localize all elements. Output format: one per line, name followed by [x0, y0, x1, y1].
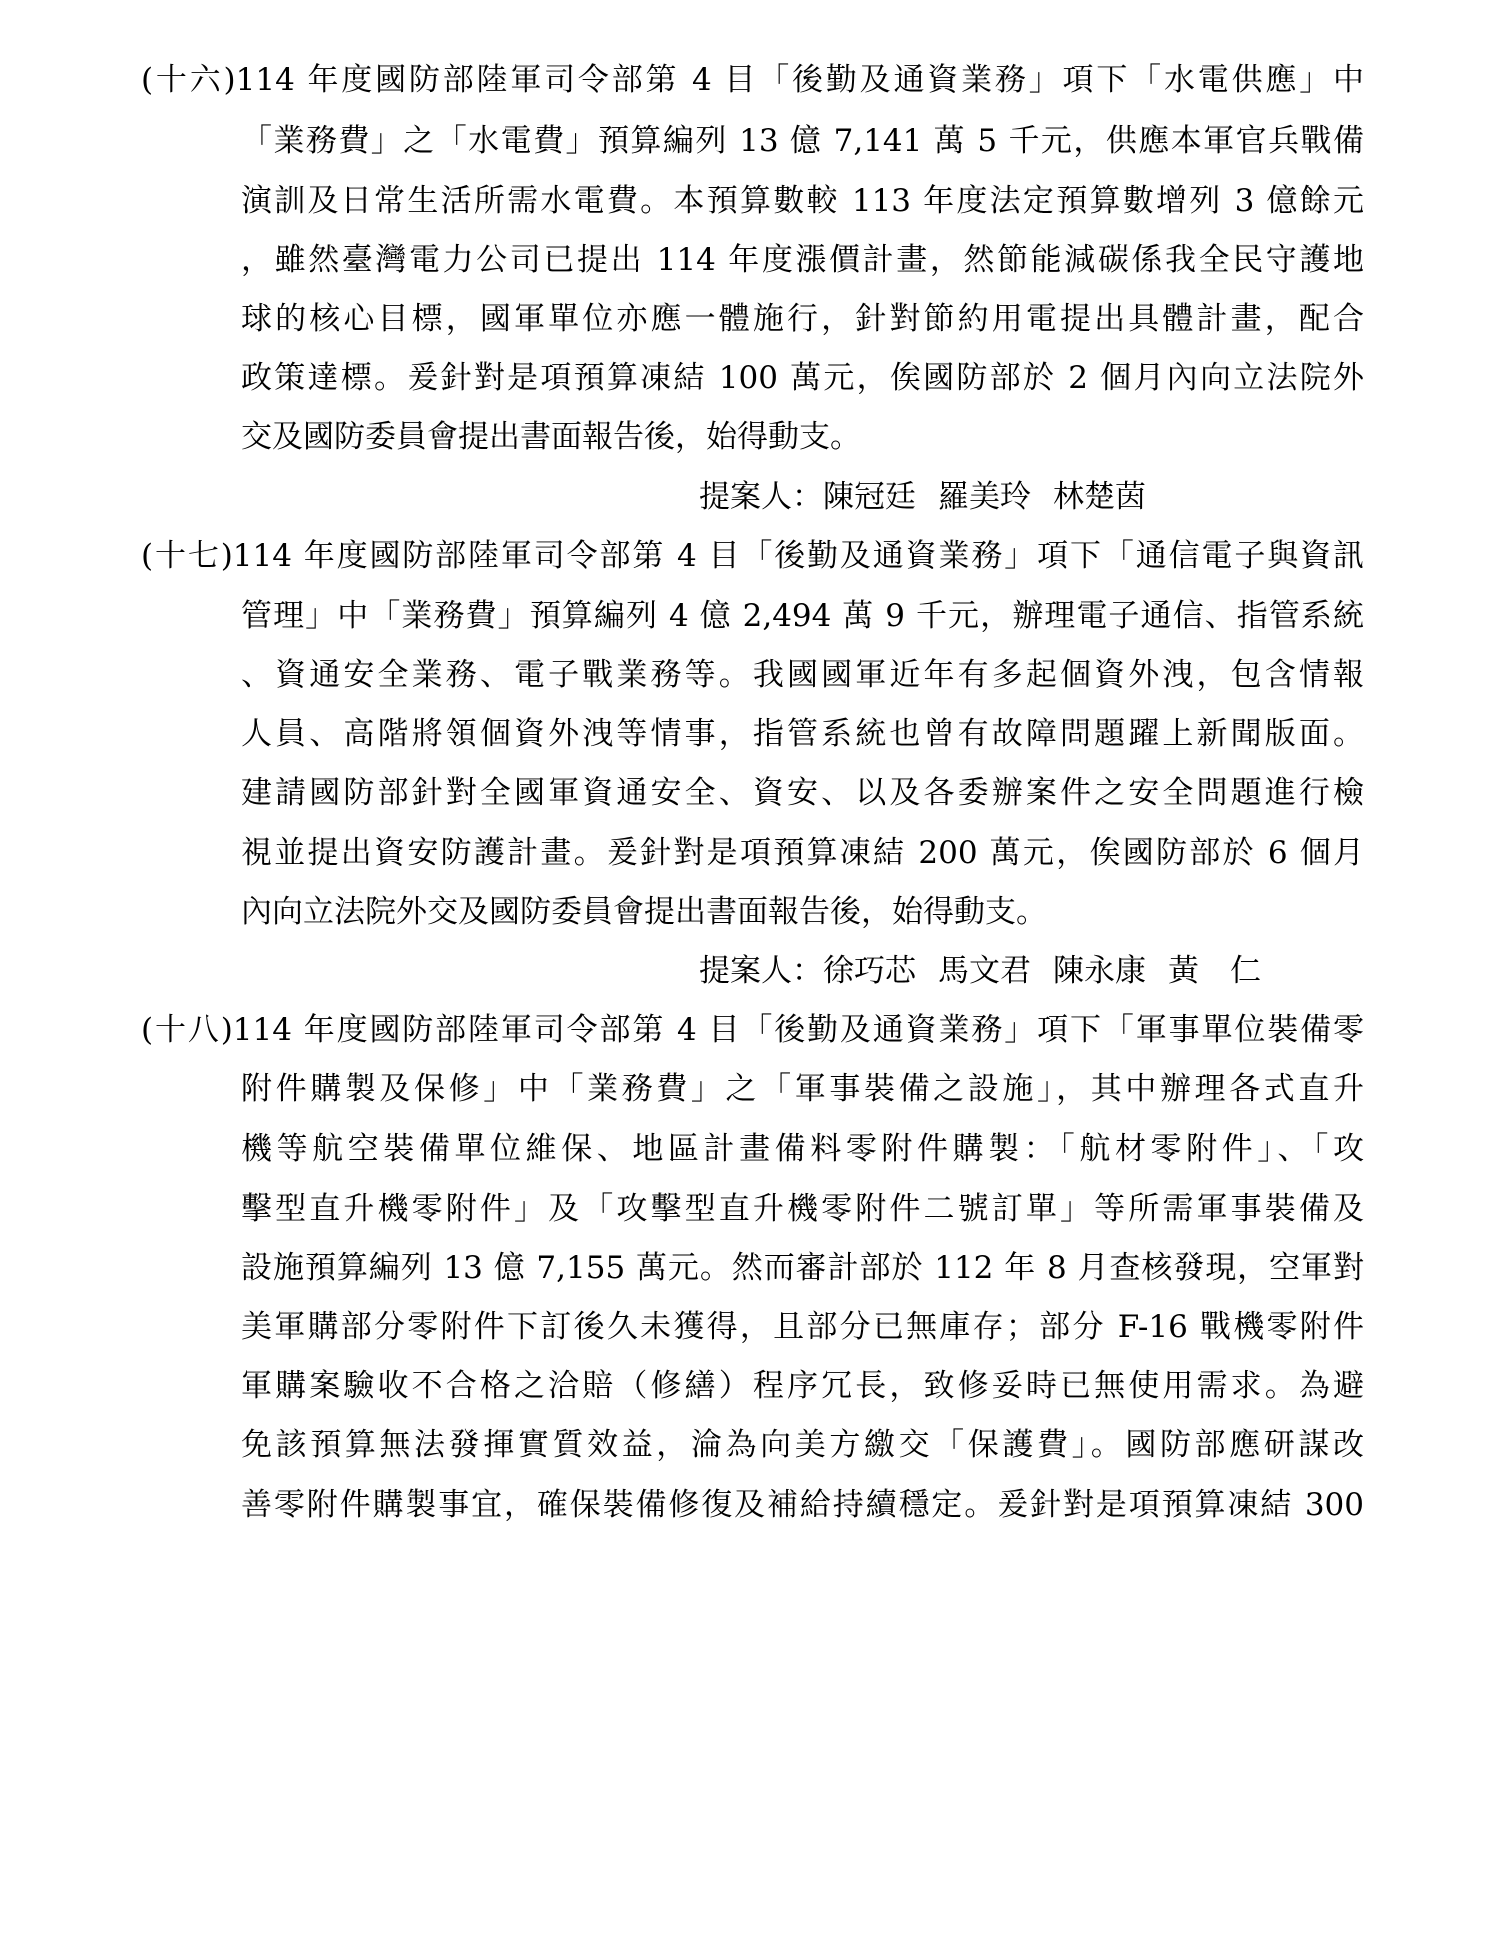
- proposer-name: 陳冠廷: [823, 479, 916, 515]
- item-18-line-8: 免該預算無法發揮實質效益，淪為向美方繳交「保護費」。國防部應研謀改: [241, 1427, 1364, 1463]
- item-18-line-7: 軍購案驗收不合格之洽賠（修繕）程序冗長，致修妥時已無使用需求。為避: [241, 1368, 1364, 1404]
- item-18-line-3: 機等航空裝備單位維保、地區計畫備料零附件購製：「航材零附件」、「攻: [241, 1131, 1364, 1167]
- item-18-line-5: 設施預算編列 13 億 7,155 萬元。然而審計部於 112 年 8 月查核發現，空軍對: [241, 1250, 1364, 1286]
- item-17-line-5: 建請國防部針對全國軍資通安全、資安、以及各委辦案件之安全問題進行檢: [241, 775, 1364, 811]
- item-17-line-1: (十七)114 年度國防部陸軍司令部第 4 目「後勤及通資業務」項下「通信電子與資訊: [141, 538, 1364, 574]
- item-17-line-2: 管理」中「業務費」預算編列 4 億 2,494 萬 9 千元，辦理電子通信、指管系統: [241, 598, 1364, 634]
- item-18-line-6: 美軍購部分零附件下訂後久未獲得，且部分已無庫存；部分 F-16 戰機零附件: [241, 1309, 1364, 1345]
- item-16-line-3: 演訓及日常生活所需水電費。本預算數較 113 年度法定預算數增列 3 億餘元: [241, 183, 1364, 219]
- item-17-proposers: [699, 950, 1261, 992]
- item-16-line-4: ，雖然臺灣電力公司已提出 114 年度漲價計畫，然節能減碳係我全民守護地: [241, 242, 1364, 278]
- proposer-name: 林楚茵: [1053, 479, 1146, 515]
- item-16-proposers: [699, 476, 1146, 518]
- item-18-line-4: 擊型直升機零附件」及「攻擊型直升機零附件二號訂單」等所需軍事裝備及: [241, 1191, 1364, 1227]
- item-17-line-4: 人員、高階將領個資外洩等情事，指管系統也曾有故障問題躍上新聞版面。: [241, 716, 1364, 752]
- item-16-line-2: 「業務費」之「水電費」預算編列 13 億 7,141 萬 5 千元，供應本軍官兵戰備: [241, 123, 1364, 159]
- proposer-label: 提案人：: [699, 479, 823, 515]
- proposer-label: 提案人：: [699, 953, 823, 989]
- item-17-line-6: 視並提出資安防護計畫。爰針對是項預算凍結 200 萬元，俟國防部於 6 個月: [241, 835, 1364, 871]
- item-18-line-9: 善零附件購製事宜，確保裝備修復及補給持續穩定。爰針對是項預算凍結 300: [241, 1487, 1364, 1523]
- item-16-line-1: (十六)114 年度國防部陸軍司令部第 4 目「後勤及通資業務」項下「水電供應」中: [141, 62, 1364, 98]
- proposer-name: 徐巧芯: [823, 953, 916, 989]
- item-18-line-1: (十八)114 年度國防部陸軍司令部第 4 目「後勤及通資業務」項下「軍事單位裝備零: [141, 1012, 1364, 1048]
- item-18-line-2: 附件購製及保修」中「業務費」之「軍事裝備之設施」，其中辦理各式直升: [241, 1071, 1364, 1107]
- item-16-line-5: 球的核心目標，國軍單位亦應一體施行，針對節約用電提出具體計畫，配合: [241, 301, 1364, 337]
- proposer-name: 陳永康: [1053, 953, 1146, 989]
- proposer-name: 馬文君: [938, 953, 1031, 989]
- item-17-line-3: 、資通安全業務、電子戰業務等。我國國軍近年有多起個資外洩，包含情報: [241, 657, 1364, 693]
- item-16-line-7: 交及國防委員會提出書面報告後，始得動支。: [241, 419, 861, 455]
- item-17-line-7: 內向立法院外交及國防委員會提出書面報告後，始得動支。: [241, 894, 1047, 930]
- proposer-name: 羅美玲: [938, 479, 1031, 515]
- proposer-name: 黃 仁: [1168, 953, 1261, 989]
- item-16-line-6: 政策達標。爰針對是項預算凍結 100 萬元，俟國防部於 2 個月內向立法院外: [241, 360, 1364, 396]
